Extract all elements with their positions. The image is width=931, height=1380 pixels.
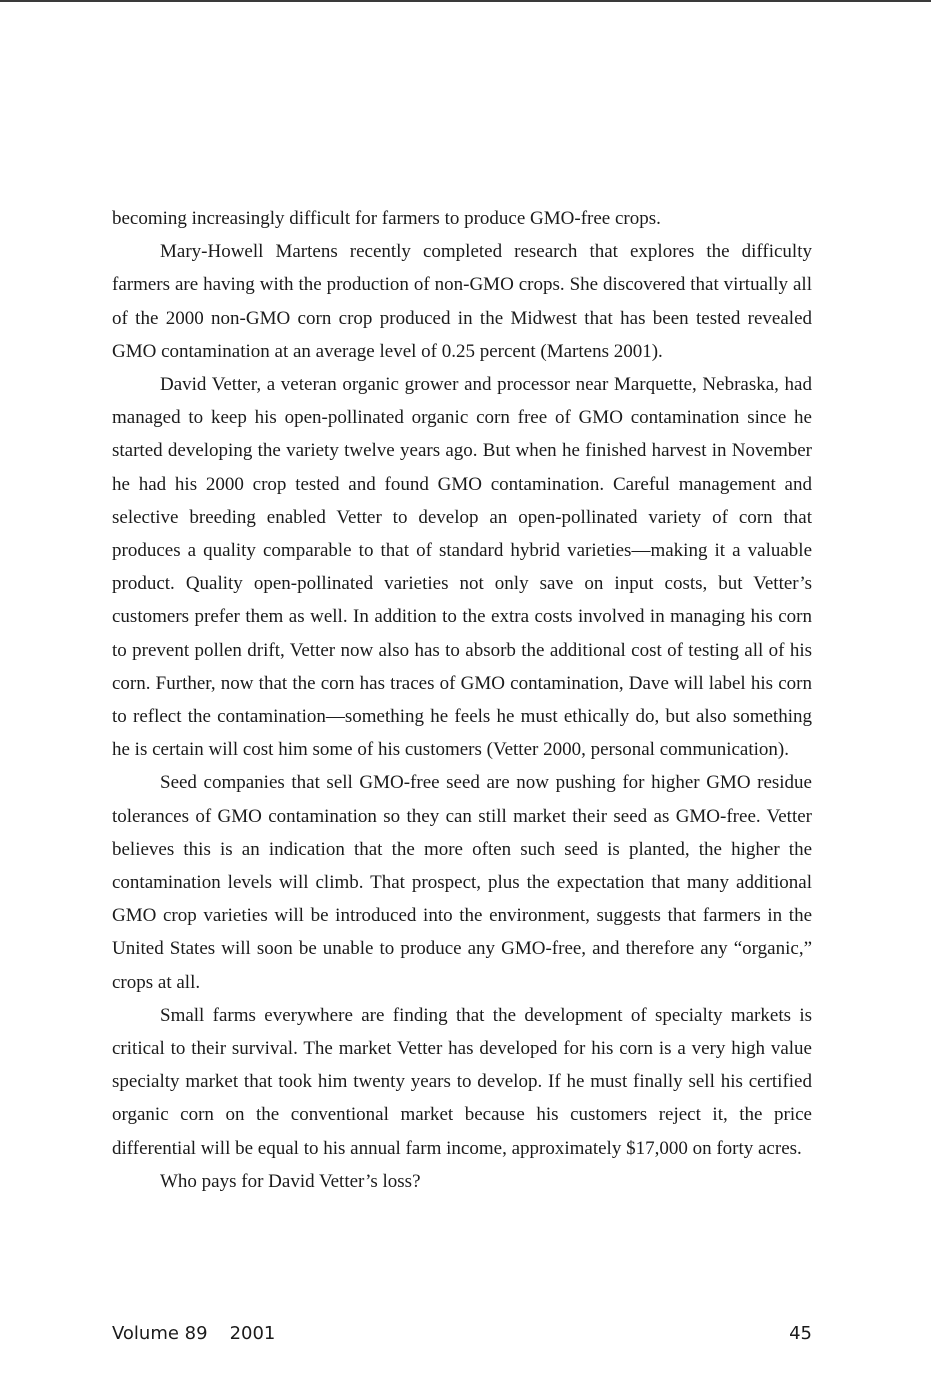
footer-year: 2001	[229, 1323, 276, 1344]
footer-volume: Volume 89	[112, 1323, 208, 1344]
paragraph-martens: Mary-Howell Martens recently completed research that explores the difficulty farmers are having with the production of non-GMO crops. She discovered that virtually all of the 2000 non-GMO corn crop produced in the Midwest that has been tested revealed GMO contamination at an average level of 0.25 percent (Martens 2001).	[112, 241, 812, 362]
paragraph-small-farms: Small farms everywhere are finding that the development of specialty markets is critical to their survival. The market Vetter has developed for his corn is a very high value specialty market that took him twenty years to develop. If he must finally sell his certified organic corn on the conventional market because his customers reject it, the price differential will be equal to his annual farm income, approximately $17,000 on forty acres.	[112, 1004, 812, 1159]
footer-volume-info	[112, 1323, 275, 1344]
top-rule	[0, 0, 931, 2]
paragraph-seed-companies: Seed companies that sell GMO-free seed are now pushing for higher GMO residue tolerances of GMO contamination so they can still market their seed as GMO-free. Vetter believes this is an indication that the more often such seed is planted, the higher the contamination levels will climb. That prospect, plus the expectation that many additional GMO crop varieties will be introduced into the environment, suggests that farmers in the United States will soon be unable to produce any GMO-free, and therefore any “organic,” crops at all.	[112, 772, 812, 993]
paragraph-question: Who pays for David Vetter’s loss?	[160, 1170, 421, 1192]
paragraph-continuation: becoming increasingly difficult for farmers to produce GMO-free crops.	[112, 208, 661, 229]
body-text	[112, 202, 812, 1198]
page-number: 45	[789, 1323, 812, 1344]
paragraph-vetter: David Vetter, a veteran organic grower and processor near Marquette, Nebraska, had managed to keep his open-pollinated organic corn free of GMO contamination since he started developing the variety twelve years ago. But when he finished harvest in November he had his 2000 crop tested and found GMO contamination. Careful management and selective breeding enabled Vetter to develop an open-pollinated variety of corn that produces a quality comparable to that of standard hybrid varieties—making it a valuable product. Quality open-pollinated varieties not only save on input costs, but Vetter’s customers prefer them as well. In addition to the extra costs involved in managing his corn to prevent pollen drift, Vetter now also has to absorb the additional cost of testing all of his corn. Further, now that the corn has traces of GMO contamination, Dave will label his corn to reflect the contamination—something he feels he must ethically do, but also something he is certain will cost him some of his customers (Vetter 2000, personal communication).	[112, 374, 812, 761]
